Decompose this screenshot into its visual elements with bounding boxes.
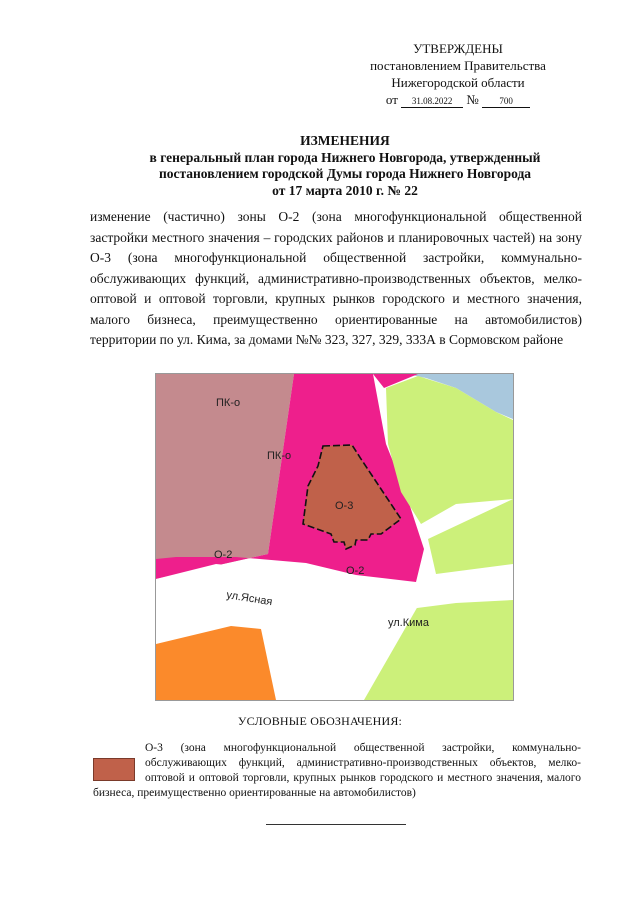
label-pk-mid: ПК-о xyxy=(267,450,292,462)
heading-line-3: постановлением городской Думы города Нижнего Новгорода xyxy=(158,166,532,181)
approval-date: 31.08.2022 xyxy=(401,95,463,108)
from-label: от xyxy=(385,92,398,107)
footer-divider xyxy=(266,824,406,825)
heading-line-2: в генеральный план города Нижнего Новгорода, утвержденный xyxy=(149,149,541,165)
label-pk-top: ПК-о xyxy=(216,397,241,409)
approval-number: 700 xyxy=(482,95,530,108)
label-o2-left: О-2 xyxy=(214,549,233,561)
heading-title: ИЗМЕНЕНИЯ xyxy=(300,133,390,148)
label-street-kima: ул.Кима xyxy=(388,617,429,629)
legend-title: УСЛОВНЫЕ ОБОЗНАЧЕНИЯ: xyxy=(237,714,403,728)
document-heading xyxy=(90,133,600,199)
approval-authority: постановлением Правительства xyxy=(370,58,546,73)
legend-indent xyxy=(93,741,145,786)
legend-o3-text xyxy=(93,741,581,801)
label-o3: О-3 xyxy=(335,500,354,512)
approval-region: Нижегородской области xyxy=(391,75,525,90)
approval-date-row xyxy=(338,91,578,108)
label-street-yasnaya: ул.Ясная xyxy=(225,589,274,609)
label-o2-right: О-2 xyxy=(346,565,365,577)
approval-stamp xyxy=(338,40,578,108)
approval-title: УТВЕРЖДЕНЫ xyxy=(413,41,503,56)
change-description: изменение (частично) зоны О-2 (зона многофункциональной общественной застройки местного значения – городских районов и планировочных частей) на зону О-3 (зона многофункциональной общественной застройки, коммунально-обслуживающих функций, административно-производственных объектов, мелко-оптовой и оптовой торговли, крупных рынков городского и местного значения, малого бизнеса, преимущественно ориентированные на автомобилистов) территории по ул. Кима, за домами №№ 323, 327, 329, 333А в Сормовском районе xyxy=(90,209,582,347)
number-label: № xyxy=(466,92,479,107)
heading-line-4: от 17 марта 2010 г. № 22 xyxy=(272,182,418,198)
zoning-map xyxy=(155,373,514,701)
legend-o3-description: О-3 (зона многофункциональной общественной застройки, коммунально-обслуживающих функций, административно-производственных объектов, мелко-оптовой и оптовой торговли, крупных рынков городского и местного значения, малого бизнеса, преимущественно ориентированные на автомобилистов) xyxy=(93,742,581,799)
